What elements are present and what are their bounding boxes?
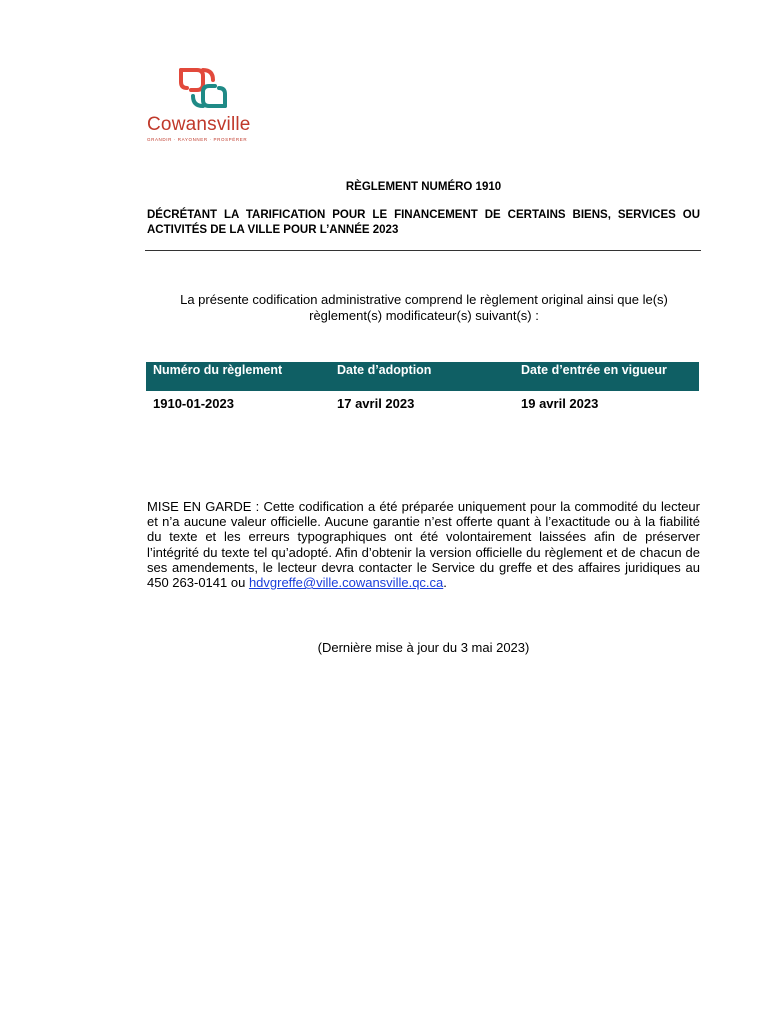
column-header-number: Numéro du règlement bbox=[153, 363, 283, 377]
column-header-adoption-date: Date d’adoption bbox=[337, 363, 432, 377]
intro-paragraph: La présente codification administrative comprend le règlement original ainsi que le(s) règlement(s) modificateur(s) suivant(s) : bbox=[180, 292, 668, 323]
warning-text: MISE EN GARDE : Cette codification a été préparée uniquement pour la commodité du lecteur et n’a aucune valeur officielle. Aucune garantie n’est offerte quant à l’exactitude ou à la fiabilité du texte et les erreurs typographiques ont été volontairement laissées afin de préserver l’intégrité du texte tel qu’adopté. Afin d’obtenir la version officielle du règlement et de chacun de ses amendements, le lecteur devra contacter le Service du greffe et des affaires juridiques au 450 263-0141 ou bbox=[147, 499, 700, 591]
email-link[interactable]: hdvgreffe@ville.cowansville.qc.ca bbox=[248, 575, 444, 591]
logo-wordmark: Cowansville bbox=[147, 114, 251, 135]
document-subtitle: DÉCRÉTANT LA TARIFICATION POUR LE FINANCEMENT DE CERTAINS BIENS, SERVICES OU ACTIVITÉS DE LA VILLE POUR L’ANNÉE 2023 bbox=[147, 209, 700, 236]
cell-adoption-date: 17 avril 2023 bbox=[337, 396, 415, 411]
amendments-table-header bbox=[146, 362, 699, 391]
warning-paragraph bbox=[147, 499, 700, 590]
cowansville-logo bbox=[147, 66, 272, 146]
column-header-effective-date: Date d’entrée en vigueur bbox=[521, 363, 667, 377]
document-title: RÈGLEMENT NUMÉRO 1910 bbox=[345, 181, 502, 193]
cell-regulation-number: 1910-01-2023 bbox=[153, 396, 234, 411]
logo-tagline: GRANDIR · RAYONNER · PROSPÉRER bbox=[147, 137, 248, 142]
last-update-note: (Dernière mise à jour du 3 mai 2023) bbox=[317, 640, 530, 655]
warning-end: . bbox=[443, 575, 447, 591]
cowansville-emblem-icon bbox=[175, 66, 231, 110]
cell-effective-date: 19 avril 2023 bbox=[521, 396, 599, 411]
title-divider bbox=[145, 250, 701, 251]
